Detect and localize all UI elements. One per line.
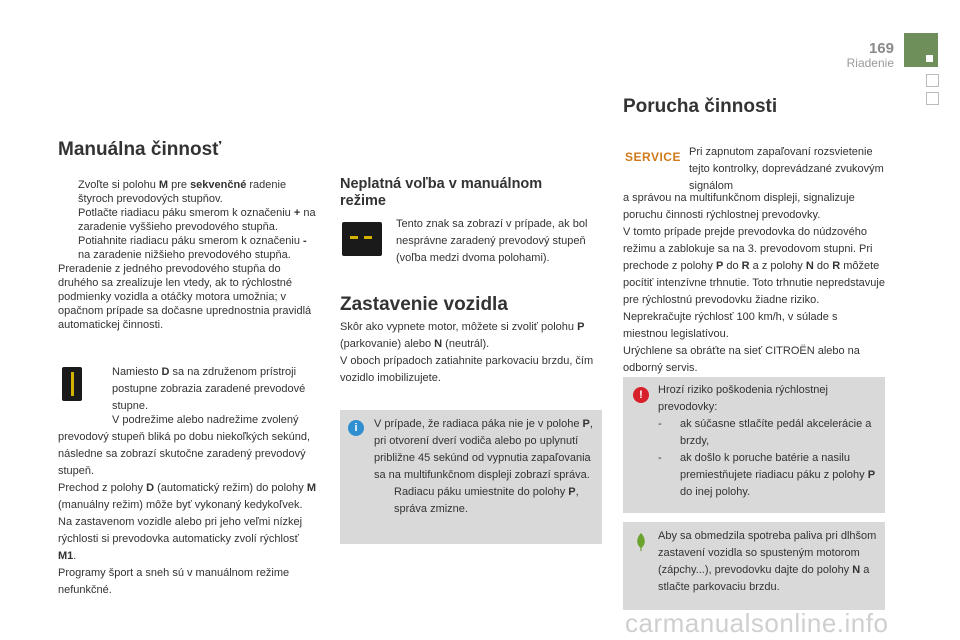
malfunction-title: Porucha činnosti [623,96,778,117]
warning-icon: ! [633,387,649,403]
page-number: 169 [868,40,894,57]
info-text: V prípade, že radiaca páka nie je v polohe P, pri otvorení dverí vodiča alebo po uplynutí približne 45 sekúnd od vypnutia zapaľovania sa na multifunkčnom displeji zobrazí správa. Radiacu páku umiestnite do polohy P, správa zmizne. [374,416,596,518]
eco-leaf-icon [635,532,647,552]
stopping-title: Zastavenie vozidla [340,294,508,315]
paragraph: a správou na multifunkčnom displeji, signalizuje poruchu činnosti rýchlostnej prevodovky. [623,192,855,221]
invalid-selection-title: Neplatná voľba v manuálnom režime [340,176,543,209]
bullet-item: Potlačte riadiacu páku smerom k označeniu + na zaradenie vyššieho prevodového stupňa. [78,207,316,233]
service-intro-text: Pri zapnutom zapaľovaní rozsvietenie tejto kontrolky, doprevádzané zvukovým signálom [689,146,884,192]
malfunction-text [623,190,885,377]
bullet-item: Potiahnite riadiacu páku smerom k označeniu - na zaradenie nižšieho prevodového stupňa. [78,235,307,261]
chapter-tab-box [926,92,939,105]
paragraph: V oboch prípadoch zatiahnite parkovaciu brzdu, čím vozidlo imobilizujete. [340,355,594,384]
manual-mode-text [58,178,320,332]
paragraph: Preradenie z jedného prevodového stupňa do druhého sa zrealizuje len vtedy, ak to rýchlostné podmienky vozidla a otáčky motora umožnia; v opačnom prípade sa dočasne uprednostnia pravidlá automatickej činnosti. [58,263,312,331]
warning-text: Hrozí riziko poškodenia rýchlostnej prevodovky: - ak súčasne stlačíte pedál akcelerácie a brzdy, - ak došlo k poruche batérie a nasilu premiestňujete riadiacu páku z polohy P do inej polohy. [658,382,880,501]
stopping-text [340,319,602,387]
chapter-tab-box [926,74,939,87]
manual-mode-text-2 [58,412,320,599]
paragraph: Skôr ako vypnete motor, môžete si zvoliť polohu P (parkovanie) alebo N (neutrál). [340,321,585,350]
paragraph: Na zastavenom vozidle alebo pri jeho veľmi nízkej rýchlosti si prevodovka automaticky zvolí rýchlosť M1. [58,516,303,562]
bullet-item: Radiacu páku umiestnite do polohy P, správa zmizne. [394,486,579,515]
warning-item: - ak súčasne stlačíte pedál akcelerácie a brzdy, [658,418,872,447]
paragraph: V podrežime alebo nadrežime zvolený prevodový stupeň bliká po dobu niekoľkých sekúnd, následne sa zobrazí skutočne zaradený prevodový stupeň. [58,414,311,477]
warning-box [623,377,885,513]
gear-display-text: Namiesto D sa na združenom prístroji postupne zobrazia zaradené prevodové stupne. [112,366,306,412]
paragraph: Programy šport a sneh sú v manuálnom režime nefunkčné. [58,567,290,596]
eco-tip-box [623,522,885,610]
manual-mode-title: Manuálna činnosť [58,139,222,160]
eco-tip-text: Aby sa obmedzila spotreba paliva pri dlhšom zastavení vozidla so spusteným motorom (zápchy...), prevodovku dajte do polohy N a stlačte parkovaciu brzdu. [658,530,877,593]
paragraph: V tomto prípade prejde prevodovka do núdzového režimu a zablokuje sa na 3. prevodovom stupni. Pri prechode z polohy P do R a z polohy N do R môžete pocítiť intenzívne trhnutie. Toto trhnutie nepredstavuje pre rýchlostnú prevodovku žiadne riziko. [623,226,885,306]
paragraph: Urýchlene sa obráťte na sieť CITROËN alebo na odborný servis. [623,345,860,374]
invalid-selection-text: Tento znak sa zobrazí v prípade, ak bol nesprávne zaradený prevodový stupeň (voľba medzi dvoma polohami). [396,218,588,264]
section-name: Riadenie [846,56,894,70]
invalid-selection-image [342,222,382,256]
watermark: carmanualsonline.info [625,608,889,638]
info-icon: i [348,420,364,436]
paragraph: Prechod z polohy D (automatický režim) do polohy M (manuálny režim) môže byť vykonaný kedykoľvek. [58,482,317,511]
warning-item: - ak došlo k poruche batérie a nasilu premiestňujete riadiacu páku z polohy P do inej polohy. [658,452,876,498]
chapter-tab [904,33,938,67]
info-box [340,410,602,544]
gear-display-image [62,367,82,401]
service-warning-lamp: SERVICE [625,150,677,170]
paragraph: Neprekračujte rýchlosť 100 km/h, v súlade s miestnou legislatívou. [623,311,838,340]
bullet-item: Zvoľte si polohu M pre sekvenčné radenie štyroch prevodových stupňov. [78,179,287,205]
